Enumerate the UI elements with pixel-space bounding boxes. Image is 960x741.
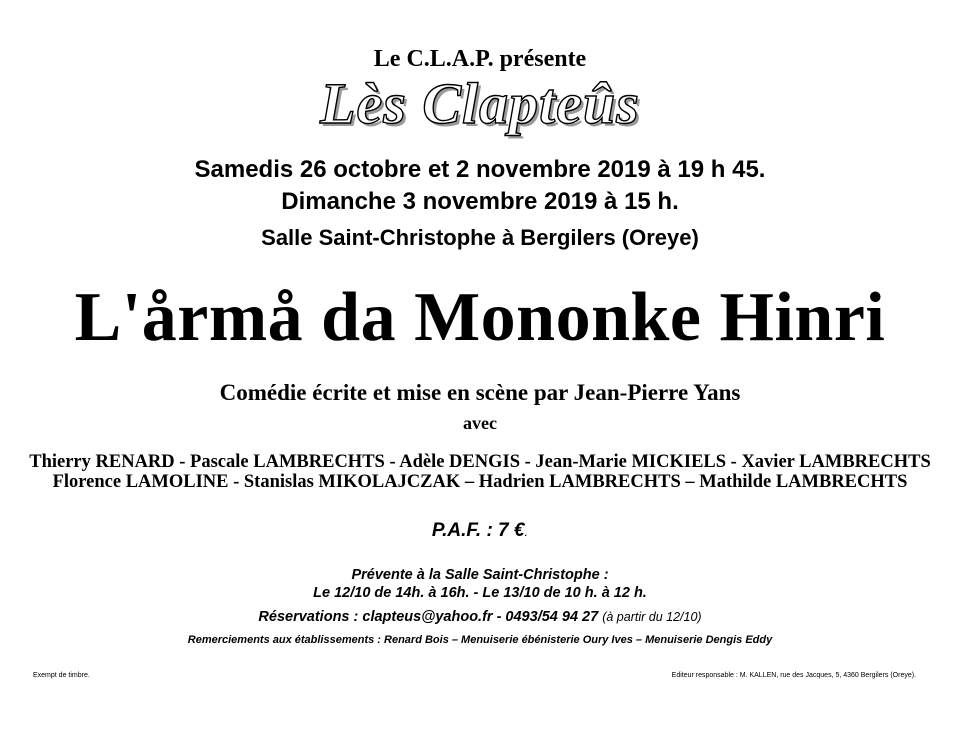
presale-title: Prévente à la Salle Saint-Christophe : xyxy=(351,567,609,583)
entry-price-text: P.A.F. : 7 € xyxy=(431,520,525,541)
footer-stamp-exemption: Exempt de timbre. xyxy=(33,672,90,679)
reservations-note: (à partir du 12/10) xyxy=(602,610,702,624)
presenter-line: Le C.L.A.P. présente xyxy=(373,46,587,72)
author-line: Comédie écrite et mise en scène par Jean-Pierre Yans xyxy=(219,380,741,405)
date-line-sunday: Dimanche 3 novembre 2019 à 15 h. xyxy=(281,188,679,215)
venue-line: Salle Saint-Christophe à Bergilers (Oreye) xyxy=(261,225,699,250)
date-line-saturdays: Samedis 26 octobre et 2 novembre 2019 à 19 h 45. xyxy=(194,156,766,183)
reservations-line xyxy=(0,609,960,625)
thanks-line: Remerciements aux établissements : Renard Bois – Menuiserie ébénisterie Oury Ives – Menuiserie Dengis Eddy xyxy=(187,634,773,646)
play-title: L'årmå da Mononke Hinri xyxy=(74,279,886,356)
troupe-name-logo: Lès Clapteûs xyxy=(320,71,640,136)
with-label: avec xyxy=(463,413,497,433)
entry-price-dot: . xyxy=(524,524,529,539)
footer-publisher: Editeur responsable : M. KALLEN, rue des Jacques, 5, 4360 Bergilers (Oreye). xyxy=(671,672,916,679)
cast-line-2: Florence LAMOLINE - Stanislas MIKOLAJCZAK – Hadrien LAMBRECHTS – Mathilde LAMBRECHTS xyxy=(52,472,908,492)
reservations-text: Réservations : clapteus@yahoo.fr - 0493/54 94 27 xyxy=(258,609,599,625)
presale-hours: Le 12/10 de 14h. à 16h. - Le 13/10 de 10 h. à 12 h. xyxy=(313,585,647,601)
entry-price xyxy=(0,520,960,542)
cast-line-1: Thierry RENARD - Pascale LAMBRECHTS - Adèle DENGIS - Jean-Marie MICKIELS - Xavier LAMBRECHTS xyxy=(29,452,931,472)
